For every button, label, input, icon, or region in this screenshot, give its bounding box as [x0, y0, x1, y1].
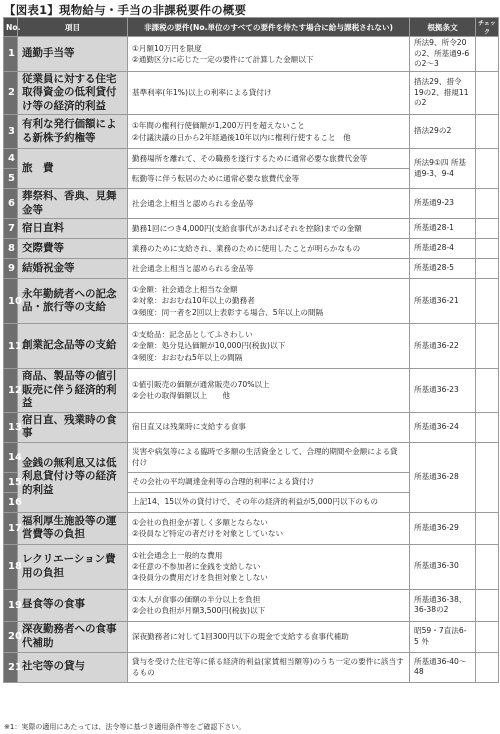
item-name: 福利厚生施設等の運営費等の負担 — [18, 512, 128, 544]
requirement-line: 上記14、15以外の貸付けで、その年の経済的利益が5,000円以下のもの — [132, 497, 378, 507]
legal-basis: 所基通36-24 — [410, 412, 476, 442]
table-row — [4, 369, 499, 413]
table-row — [4, 71, 499, 115]
row-number: 4 — [4, 149, 18, 169]
requirement-line: 勤務1回につき4,000円(支給食事代があればそれを控除)までの金額 — [132, 223, 362, 233]
item-name: 宿日直、残業時の食事 — [18, 412, 128, 442]
legal-basis: 所基通36-30 — [410, 544, 476, 589]
item-name: 創業記念品等の支給 — [18, 324, 128, 369]
table-row — [4, 219, 499, 239]
row-number: 12 — [4, 369, 18, 413]
row-number: 9 — [4, 259, 18, 279]
requirements-cell — [128, 512, 410, 544]
requirement-line: ②通勤区分に応じた一定の要件にて計算した金額以下 — [132, 54, 314, 64]
item-name: 宿日直料 — [18, 219, 128, 239]
requirement-line: 転勤等に伴う転居のために通常必要な旅費代金等 — [132, 173, 300, 183]
requirement-line: 業務のために支給され、業務のために使用したことが明らかなもの — [132, 243, 361, 253]
check-box[interactable] — [476, 149, 499, 189]
check-box[interactable] — [476, 652, 499, 682]
legal-basis: 所基通9-23 — [410, 189, 476, 219]
requirements-cell — [128, 544, 410, 589]
table-row — [4, 589, 499, 621]
requirement-line: ③役員分の費用だけを負担対象としない — [132, 573, 268, 583]
item-name: 葬祭料、香典、見舞金等 — [18, 189, 128, 219]
requirement-line: ②金額：処分見込価額が10,000円(税抜)以下 — [132, 341, 286, 351]
check-box[interactable] — [476, 279, 499, 324]
requirements-cell — [128, 189, 410, 219]
row-number: 18 — [4, 544, 18, 589]
table-row — [4, 324, 499, 369]
requirement-line: ③頻度：おおむね5年以上の間隔 — [132, 352, 243, 362]
check-box[interactable] — [476, 219, 499, 239]
item-name: 金銭の無利息又は低利息貸付け等の経済的利益 — [18, 442, 128, 512]
legal-basis: 措法29、措令19の2、措規11の2 — [410, 71, 476, 115]
requirements-cell — [128, 492, 410, 512]
requirements-cell — [128, 219, 410, 239]
check-box[interactable] — [476, 589, 499, 621]
requirement-line: ①支給品：記念品としてふさわしい — [132, 330, 253, 340]
table-row — [4, 239, 499, 259]
legal-basis: 所法9①四 所基通9-3、9-4 — [410, 149, 476, 189]
requirement-line: ①値引販売の価額が通常販売の70%以上 — [132, 380, 270, 390]
requirement-line: 社会通念上相当と認められる金品等 — [132, 198, 254, 208]
check-box[interactable] — [476, 239, 499, 259]
requirement-line: 社会通念上相当と認められる金品等 — [132, 263, 254, 273]
check-box[interactable] — [476, 412, 499, 442]
requirement-line: ②会社の負担が月額3,500円(税抜)以下 — [132, 606, 266, 615]
table-row — [4, 544, 499, 589]
legal-basis: 所基通28-4 — [410, 239, 476, 259]
requirement-line: ①社会通念上一般的な費用 — [132, 550, 223, 560]
requirements-cell — [128, 239, 410, 259]
check-box[interactable] — [476, 621, 499, 652]
requirements-cell — [128, 279, 410, 324]
item-name: 結婚祝金等 — [18, 259, 128, 279]
item-name: 深夜勤務者への食事代補助 — [18, 621, 128, 652]
requirement-line: ①金額：社会通念上相当な金額 — [132, 285, 238, 295]
row-number: 7 — [4, 219, 18, 239]
requirements-cell — [128, 259, 410, 279]
requirement-line: ②任意の不参加者に金銭を支給しない — [132, 561, 261, 571]
legal-basis: 所基通36-38、36-38の2 — [410, 589, 476, 621]
row-number: 21 — [4, 652, 18, 682]
legal-basis: 所基通28-5 — [410, 259, 476, 279]
item-name: 社宅等の貸与 — [18, 652, 128, 682]
tax-exemption-table — [3, 17, 499, 683]
requirements-cell — [128, 149, 410, 169]
table-row — [4, 512, 499, 544]
item-name: 旅 費 — [18, 149, 128, 189]
check-box[interactable] — [476, 369, 499, 413]
row-number: 3 — [4, 115, 18, 149]
requirement-line: ②付議決議の日から2年経過後10年以内に権利行使すること 他 — [132, 132, 351, 142]
legal-basis: 所基通36-23 — [410, 369, 476, 413]
requirements-cell — [128, 324, 410, 369]
item-name: 従業員に対する住宅取得資金の低利貸付け等の経済的利益 — [18, 71, 128, 115]
item-name: 有利な発行価額による新株予約権等 — [18, 115, 128, 149]
header-requirements: 非課税の要件(No.単位のすべての要件を待たす場合に給与課税されない) — [128, 18, 410, 37]
requirement-line: 宿日直又は残業時に支給する食事 — [132, 422, 246, 432]
check-box[interactable] — [476, 512, 499, 544]
requirement-line: ①年間の権利行使価額が1,200万円を超えないこと — [132, 121, 305, 131]
check-box[interactable] — [476, 71, 499, 115]
requirements-cell — [128, 369, 410, 413]
row-number: 6 — [4, 189, 18, 219]
row-number: 15 — [4, 472, 18, 492]
row-number: 8 — [4, 239, 18, 259]
item-name: レクリエーション費用の負担 — [18, 544, 128, 589]
requirements-cell — [128, 37, 410, 72]
requirements-cell — [128, 115, 410, 149]
requirements-cell — [128, 412, 410, 442]
check-box[interactable] — [476, 189, 499, 219]
legal-basis: 所法9、所令20の2、所基通9-6の2～3 — [410, 37, 476, 72]
legal-basis: 所基通28-1 — [410, 219, 476, 239]
row-number: 5 — [4, 169, 18, 189]
requirement-line: ①月額10万円を限度 — [132, 43, 202, 53]
requirements-cell — [128, 472, 410, 492]
row-number: 2 — [4, 71, 18, 115]
table-row — [4, 37, 499, 72]
table-row — [4, 149, 499, 169]
header-no: No. — [4, 18, 18, 37]
row-number: 17 — [4, 512, 18, 544]
table-row — [4, 189, 499, 219]
header-check: チェック — [476, 18, 499, 37]
check-box[interactable] — [476, 544, 499, 589]
row-number: 11 — [4, 324, 18, 369]
item-name: 交際費等 — [18, 239, 128, 259]
item-name: 通勤手当等 — [18, 37, 128, 72]
table-row — [4, 279, 499, 324]
requirement-line: ①会社の負担金が著しく多額とならない — [132, 517, 268, 527]
legal-basis: 所基通36-22 — [410, 324, 476, 369]
table-title: 【図表1】現物給与・手当の非課税要件の概要 — [4, 3, 247, 17]
table-row — [4, 412, 499, 442]
requirements-cell — [128, 589, 410, 621]
row-number: 10 — [4, 279, 18, 324]
requirement-line: ③頻度：同一者を2回以上表彰する場合、5年以上の間隔 — [132, 307, 324, 317]
item-name: 商品、製品等の値引販売に伴う経済的利益 — [18, 369, 128, 413]
requirement-line: その会社の平均調達金利等の合理的利率による貸付け — [132, 477, 315, 487]
header-row — [4, 18, 499, 37]
footnote: ※1：実際の適用にあたっては、法令等に基づき適用条件等をご確認下さい。 — [4, 723, 246, 731]
requirement-line: ②役員など特定の者だけを対象としていない — [132, 529, 284, 538]
legal-basis: 所基通36-29 — [410, 512, 476, 544]
legal-basis: 所基通36-21 — [410, 279, 476, 324]
header-law: 根拠条文 — [410, 18, 476, 37]
legal-basis: 所基通36-40～48 — [410, 652, 476, 682]
table-row — [4, 259, 499, 279]
item-name: 永年勤続者への記念品・旅行等の支給 — [18, 279, 128, 324]
requirement-line: 貸与を受けた住宅等に係る経済的利益(家賃相当額等)のうち一定の要件に該当するもの — [132, 656, 404, 677]
requirements-cell — [128, 71, 410, 115]
legal-basis: 措法29の2 — [410, 115, 476, 149]
requirements-cell — [128, 652, 410, 682]
requirements-cell — [128, 621, 410, 652]
requirement-line: ②会社の取得価額以上 他 — [132, 391, 230, 401]
requirements-cell — [128, 169, 410, 189]
requirements-cell — [128, 442, 410, 472]
requirement-line: ②対象：おおむね10年以上の勤務者 — [132, 296, 255, 306]
check-box[interactable] — [476, 37, 499, 72]
requirement-line: ①本人が食事の価額の半分以上を負担 — [132, 594, 261, 604]
table-row — [4, 652, 499, 682]
table-row — [4, 621, 499, 652]
row-number: 16 — [4, 492, 18, 512]
requirement-line: 災害や病気等による臨時で多額の生活資金として、合理的期間や金額による貸付け — [132, 446, 398, 467]
legal-basis: 所基通36-28 — [410, 442, 476, 512]
legal-basis: 昭59・7直法6-5 外 — [410, 621, 476, 652]
table-row — [4, 115, 499, 149]
check-box[interactable] — [476, 442, 499, 512]
row-number: 14 — [4, 442, 18, 472]
row-number: 13 — [4, 412, 18, 442]
row-number: 19 — [4, 589, 18, 621]
item-name: 昼食等の食事 — [18, 589, 128, 621]
requirement-line: 勤務場所を離れて、その職務を遂行するために通常必要な旅費代金等 — [132, 153, 368, 163]
check-box[interactable] — [476, 115, 499, 149]
table-row — [4, 442, 499, 472]
check-box[interactable] — [476, 324, 499, 369]
row-number: 20 — [4, 621, 18, 652]
row-number: 1 — [4, 37, 18, 72]
requirement-line: 基準利率(年1%)以上の利率による貸付け — [132, 88, 272, 98]
check-box[interactable] — [476, 259, 499, 279]
header-item: 項目 — [18, 18, 128, 37]
requirement-line: 深夜勤務者に対して1回300円以下の現金で支給する食事代補助 — [132, 631, 349, 641]
